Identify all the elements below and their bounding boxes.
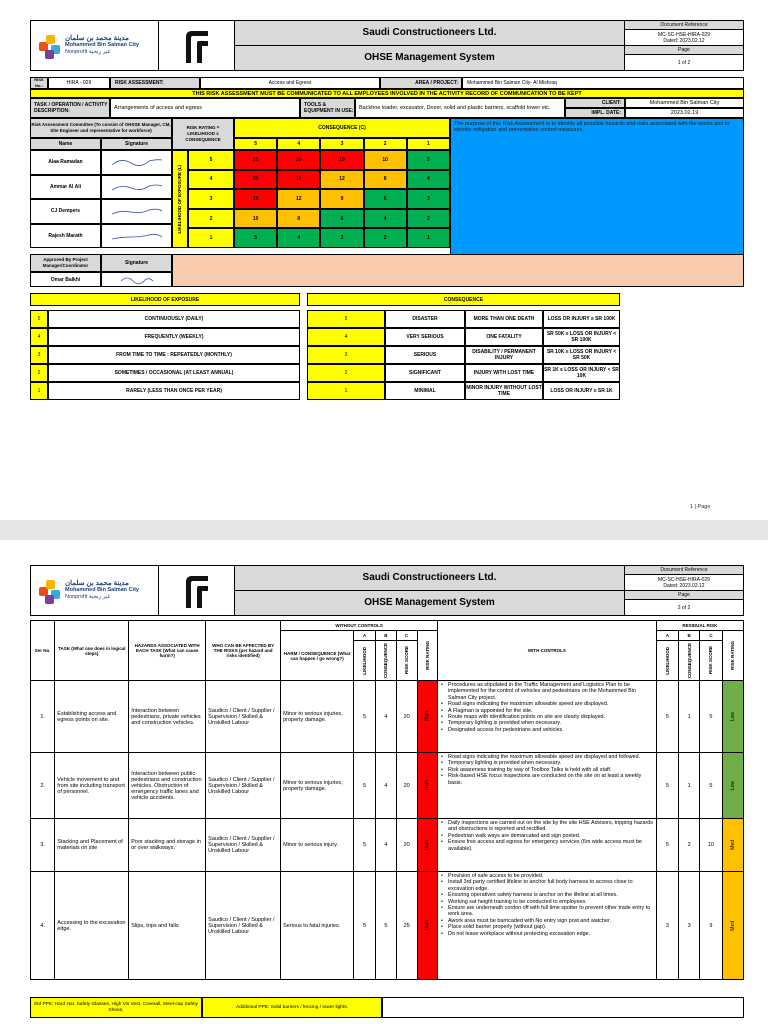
- risk-no-label: RISK No.:: [30, 77, 48, 89]
- control-item: • Road signs indicating the maximum allowable speed are displayed.: [440, 701, 654, 707]
- signature-scribble-icon: [109, 154, 165, 170]
- residual-risk-head: RESIDUAL RISK: [656, 621, 743, 631]
- doc-dated: Dated: 2023.02.12: [663, 582, 705, 589]
- residual-score: 5: [700, 753, 722, 819]
- matrix-cell: 2: [407, 209, 450, 229]
- consequence-loss: LOSS OR INJURY ≤ SR 1K: [543, 382, 620, 400]
- approved-by-label: Approved By Project Manager/Coordinator: [30, 254, 101, 272]
- task-value: Arrangements of access and egress: [110, 98, 300, 118]
- likelihood-value: 5: [354, 819, 376, 872]
- risk-rating: High: [424, 711, 431, 722]
- communication-banner: THIS RISK ASSESSMENT MUST BE COMMUNICATED TO ALL EMPLOYEES INVOLVED IN THE ACTIVITY RECORD OF COMMUNICATION TO BE KEPT: [30, 89, 744, 98]
- control-item: • Risk-based HSE focus inspections are conducted on the site on at least a weekly basis.: [440, 773, 654, 786]
- committee-label: Risk Assessment Committee (To consist of OHSSE Manager, CM, Site Engineer and representative for workforce): [30, 118, 172, 138]
- control-item: • Daily inspections are carried out on the site by the site HSE Advisors, tripping hazards and obstructions is reported and rectified.: [440, 820, 654, 833]
- control-item: • Route maps with identification points on site are clearly displayed.: [440, 714, 654, 720]
- signature-scribble-icon: [117, 274, 157, 286]
- control-item: • Road signs indicating the maximum allowable speed are displayed and followed.: [440, 754, 654, 760]
- sr-no: 2.: [31, 753, 55, 819]
- impl-label: IMPL. DATE:: [565, 108, 625, 118]
- col-a: A: [354, 631, 376, 641]
- likelihood-value: 5: [354, 681, 376, 753]
- hazard-cell: Poor stacking and storage in or over walkways.: [129, 819, 206, 872]
- consequence-head: 5: [234, 138, 277, 150]
- control-item: • Ensure are underneath cordon off with full time spotter to prevent other trade entry to work area.: [440, 905, 654, 918]
- consequence-loss: LOSS OR INJURY ≥ SR 100K: [543, 310, 620, 328]
- residual-likelihood: 3: [656, 872, 678, 980]
- approval-area: [172, 254, 744, 287]
- area-label: AREA / PROJECT:: [380, 77, 462, 89]
- company-symbol-icon: [182, 27, 212, 65]
- risk-score-head: RISK SCORE: [404, 646, 410, 675]
- risk-rating-head: RISK RATING: [424, 641, 430, 670]
- col-b: B: [376, 631, 396, 641]
- matrix-cell: 3: [407, 189, 450, 209]
- logo-line2: Nonprofit غير ربحية: [65, 49, 111, 55]
- member-name: Rajesh Marath: [30, 224, 101, 249]
- system-name: OHSE Management System: [235, 591, 624, 616]
- matrix-cell: 15: [234, 189, 277, 209]
- col-c: C: [396, 631, 417, 641]
- who-cell: Saudico / Client / Supplier / Supervision / Skilled & Unskilled Labour: [206, 753, 281, 819]
- logo-arabic: مدينة محمد بن سلمان: [65, 35, 129, 42]
- matrix-cell: 20: [234, 170, 277, 190]
- sr-head: Ser No.: [31, 621, 55, 681]
- likelihood-level: 1: [30, 382, 48, 400]
- table-row: [31, 681, 744, 753]
- page-count: 1 of 2: [677, 59, 691, 66]
- who-cell: Saudico / Client / Supplier / Supervision / Skilled & Unskilled Labour: [206, 872, 281, 980]
- matrix-cell: 10: [364, 150, 407, 170]
- residual-score-head: RISK SCORE: [708, 646, 714, 675]
- task-cell: Accessing to the excavation edge.: [55, 872, 129, 980]
- logo-line1: Mohammed Bin Salman City: [65, 42, 139, 48]
- member-signature: [101, 224, 172, 249]
- controls-list: [440, 682, 654, 733]
- control-item: • Designated access for pedestrians and vehicles.: [440, 727, 654, 733]
- page-count: 2 of 2: [677, 604, 691, 611]
- member-name: CJ Dempers: [30, 199, 101, 224]
- client-label: CLIENT:: [565, 98, 625, 108]
- logo-arabic: مدينة محمد بن سلمان: [65, 580, 129, 587]
- additional-ppe: Additional PPE: Solid barriers / fencing / tower lights.: [202, 997, 382, 1018]
- consequence-name: SIGNIFICANT: [385, 364, 465, 382]
- controls-list: [440, 873, 654, 937]
- matrix-cell: 1: [407, 228, 450, 248]
- consequence-axis-label: CONSEQUENCE (C): [234, 118, 450, 138]
- residual-likelihood-head: LIKELIHOOD: [664, 646, 670, 675]
- control-item: • Temporary lighting is provided when necessary.: [440, 760, 654, 766]
- task-cell: Vehicle movement to and from site including transport of personnel.: [55, 753, 129, 819]
- hazard-head: HAZARDS ASSOCIATED WITH EACH TASK (What can cause harm?): [129, 621, 206, 681]
- task-label: TASK / OPERATION / ACTIVITY DESCRIPTION:: [30, 98, 110, 118]
- page-label: Page: [625, 591, 743, 600]
- matrix-cell: 10: [234, 209, 277, 229]
- consequence-level: 4: [307, 328, 385, 346]
- doc-ref: MC-SC-HSE-HIRA-029: [658, 31, 710, 38]
- matrix-cell: 5: [407, 150, 450, 170]
- signature-col-head: Signature: [101, 138, 172, 150]
- consequence-head: 2: [364, 138, 407, 150]
- member-name: Alaa Ramadan: [30, 150, 101, 175]
- signature-scribble-icon: [109, 179, 165, 195]
- consequence-value: 4: [376, 753, 396, 819]
- name-col-head: Name: [30, 138, 101, 150]
- likelihood-level: 2: [188, 209, 234, 229]
- hazard-cell: Interaction between public pedestrians and construction vehicles. Obstruction of emergency traffic lanes and vehicle accidents.: [129, 753, 206, 819]
- approver-name: Omar Balkhi: [30, 272, 101, 287]
- matrix-cell: 12: [277, 189, 320, 209]
- company-name: Saudi Constructioneers Ltd.: [235, 566, 624, 591]
- risk-rating: High: [424, 839, 431, 851]
- likelihood-description: SOMETIMES / OCCASIONAL (AT LEAST ANNUAL): [48, 364, 300, 382]
- residual-consequence: 1: [679, 753, 700, 819]
- table-row: [31, 819, 744, 872]
- likelihood-level: 2: [30, 364, 48, 382]
- task-cell: Establishing access and egress points on site.: [55, 681, 129, 753]
- consequence-head: CONSEQUENCE: [383, 642, 389, 679]
- approver-signature: [101, 272, 172, 287]
- member-signature: [101, 150, 172, 175]
- risk-score: 25: [396, 872, 417, 980]
- ra-label: RISK ASSESSMENT:: [110, 77, 200, 89]
- control-item: • Temporary lighting is provided when necessary.: [440, 720, 654, 726]
- residual-consequence: 3: [679, 872, 700, 980]
- control-item: • Ensuring operatives safety harness is anchor on the lifeline at all times.: [440, 892, 654, 898]
- document-header-2: [30, 565, 744, 616]
- control-item: • A Flagman is appointed for the site.: [440, 708, 654, 714]
- doc-dated: Dated: 2023.02.12: [663, 37, 705, 44]
- residual-consequence-head: CONSEQUENCE: [686, 642, 692, 679]
- controls-list: [440, 754, 654, 786]
- control-item: • Procedures as stipulated in the Traffic Management and Logistics Plan to be implemented for the control of vehicles and pedestrians on the Mohammed Bin Salman City project.: [440, 682, 654, 701]
- risk-table: [30, 620, 744, 980]
- harm-cell: Minor to serious injuries, property damage.: [281, 753, 354, 819]
- consequence-loss: SR 1K ≤ LOSS OR INJURY < SR 10K: [543, 364, 620, 382]
- consequence-level: 3: [307, 346, 385, 364]
- control-item: • Install 3rd party certified lifeline to anchor full body harness to access close to excavation edge.: [440, 879, 654, 892]
- ra-value: Access and Egress: [200, 77, 380, 89]
- col-rb: B: [679, 631, 700, 641]
- matrix-cell: 4: [407, 170, 450, 190]
- harm-cell: Minor to serious injuries, property damage.: [281, 681, 354, 753]
- consequence-injury: MINOR INJURY WITHOUT LOST TIME: [465, 382, 543, 400]
- likelihood-description: FROM TIME TO TIME : REPEATEDLY (MONTHLY): [48, 346, 300, 364]
- impl-value: 2023.02.19: [625, 108, 744, 118]
- logo-line1: Mohammed Bin Salman City: [65, 587, 139, 593]
- ppe-blank: [382, 997, 744, 1018]
- consequence-legend-head: CONSEQUENCE: [307, 293, 620, 306]
- consequence-injury: MORE THAN ONE DEATH: [465, 310, 543, 328]
- doc-ref-label: Document Reference: [625, 566, 743, 575]
- likelihood-level: 1: [188, 228, 234, 248]
- harm-cell: Serious to fatal injuries.: [281, 872, 354, 980]
- matrix-cell: 15: [320, 150, 363, 170]
- residual-score: 10: [700, 819, 722, 872]
- matrix-cell: 20: [277, 150, 320, 170]
- consequence-injury: DISABILITY / PERMANENT INJURY: [465, 346, 543, 364]
- logo-mark-icon: [39, 33, 61, 59]
- consequence-head: 1: [407, 138, 450, 150]
- residual-likelihood: 5: [656, 681, 678, 753]
- matrix-cell: 12: [320, 170, 363, 190]
- residual-rating: Low: [729, 711, 736, 722]
- page-2: [0, 540, 768, 1024]
- consequence-head: 3: [320, 138, 363, 150]
- who-head: WHO CAN BE AFFECTED BY THE RISKS (per hazard and risks identified): [206, 621, 281, 681]
- sr-no: 1.: [31, 681, 55, 753]
- control-item: • Ensure free access and egress for emergency services (6m wide access must be available).: [440, 839, 654, 852]
- std-ppe: Std PPE: Hard Hat, Safety Glasses, High Vis Vest, Coverall, Steel-cap Safety Shoes.: [30, 997, 202, 1018]
- consequence-name: SERIOUS: [385, 346, 465, 364]
- residual-likelihood: 5: [656, 753, 678, 819]
- logo-mark-icon: [39, 578, 61, 604]
- signature-scribble-icon: [109, 203, 165, 219]
- control-item: • Working sat height training to be conducted to employees.: [440, 899, 654, 905]
- page-label: Page: [625, 46, 743, 55]
- matrix-cell: 5: [234, 228, 277, 248]
- purpose-statement: The purpose of this Risk Assessment is to identify all possible hazards and risks associated with the works and to identify mitigation and preventative control measures.: [450, 118, 744, 273]
- matrix-cell: 9: [320, 189, 363, 209]
- tools-value: Backhoe loader, excavator, Dozer, solid and plastic barriers, scaffold tower etc.: [355, 98, 565, 118]
- likelihood-description: FREQUENTLY (WEEKLY): [48, 328, 300, 346]
- consequence-name: DISASTER: [385, 310, 465, 328]
- likelihood-level: 4: [188, 170, 234, 190]
- approved-signature-head: Signature: [101, 254, 172, 272]
- col-ra: A: [656, 631, 678, 641]
- matrix-cell: 4: [364, 209, 407, 229]
- likelihood-description: CONTINUOUSLY (DAILY): [48, 310, 300, 328]
- matrix-cell: 2: [364, 228, 407, 248]
- consequence-head: 4: [277, 138, 320, 150]
- consequence-name: MINIMAL: [385, 382, 465, 400]
- control-item: • Pedestrian walk ways are demarcated and sign posted.: [440, 833, 654, 839]
- document-header: [30, 20, 744, 71]
- risk-score: 20: [396, 681, 417, 753]
- likelihood-level: 3: [30, 346, 48, 364]
- matrix-cell: 16: [277, 170, 320, 190]
- control-item: • Risk awareness training by way of Toolbox Talks is held with all staff.: [440, 767, 654, 773]
- task-head: TASK (What one does in logical steps): [55, 621, 129, 681]
- consequence-name: VERY SERIOUS: [385, 328, 465, 346]
- matrix-cell: 4: [277, 228, 320, 248]
- risk-rating: High: [424, 780, 431, 791]
- residual-consequence: 2: [679, 819, 700, 872]
- consequence-value: 5: [376, 872, 396, 980]
- risk-no: HIRA - 029: [48, 77, 110, 89]
- residual-rating-head: RISK RATING: [730, 641, 736, 670]
- risk-rating: High: [424, 920, 431, 931]
- residual-consequence: 1: [679, 681, 700, 753]
- client-value: Mohammed Bin Salman City: [625, 98, 744, 108]
- without-controls-head: WITHOUT CONTROLS: [281, 621, 438, 631]
- member-signature: [101, 175, 172, 200]
- doc-ref-label: Document Reference: [625, 21, 743, 30]
- mbs-city-logo-2: [31, 566, 159, 615]
- risk-score: 20: [396, 753, 417, 819]
- control-item: • Awork area must be barricaded with No entry sign post and watcher.: [440, 918, 654, 924]
- member-name: Ammar Al Ali: [30, 175, 101, 200]
- system-name: OHSE Management System: [235, 46, 624, 71]
- area-value: Mohammed Bin Salman City- Al Mishraq: [462, 77, 744, 89]
- residual-score: 5: [700, 681, 722, 753]
- matrix-cell: 3: [320, 228, 363, 248]
- hazard-cell: Slips, trips and falls: [129, 872, 206, 980]
- company-symbol: [159, 566, 235, 615]
- residual-rating: Med: [729, 840, 736, 850]
- consequence-loss: SR 10K ≤ LOSS OR INJURY < SR 50K: [543, 346, 620, 364]
- likelihood-level: 5: [30, 310, 48, 328]
- who-cell: Saudico / Client / Supplier / Supervision / Skilled & Unskilled Labour: [206, 681, 281, 753]
- tools-label: TOOLS & EQUIPMENT IN USE:: [300, 98, 355, 118]
- consequence-level: 5: [307, 310, 385, 328]
- likelihood-level: 5: [188, 150, 234, 170]
- likelihood-description: RARELY (LESS THAN ONCE PER YEAR): [48, 382, 300, 400]
- matrix-cell: 6: [320, 209, 363, 229]
- rating-formula: RISK RATING = LIKELIHOOD x CONSEQUENCE: [172, 118, 234, 150]
- matrix-cell: 25: [234, 150, 277, 170]
- table-row: [31, 753, 744, 819]
- likelihood-value: 5: [354, 872, 376, 980]
- sr-no: 4.: [31, 872, 55, 980]
- likelihood-legend-head: LIKELIHOOD OF EXPOSURE: [30, 293, 300, 306]
- col-rc: C: [700, 631, 722, 641]
- company-name: Saudi Constructioneers Ltd.: [235, 21, 624, 46]
- control-item: • Place solid barrier properly (without gap).: [440, 924, 654, 930]
- matrix-cell: 8: [364, 170, 407, 190]
- with-controls-head: WITH CONTROLS: [438, 621, 657, 681]
- consequence-level: 1: [307, 382, 385, 400]
- control-item: • Provision of safe access to be provided.: [440, 873, 654, 879]
- consequence-loss: SR 50K ≤ LOSS OR INJURY < SR 100K: [543, 328, 620, 346]
- who-cell: Saudico / Client / Supplier / Supervision / Skilled & Unskilled Labour: [206, 819, 281, 872]
- consequence-value: 4: [376, 681, 396, 753]
- table-row: [31, 872, 744, 980]
- hazard-cell: Interaction between pedestrians, private vehicles and construction vehicles.: [129, 681, 206, 753]
- likelihood-value: 5: [354, 753, 376, 819]
- task-cell: Stacking and Placement of materials on site: [55, 819, 129, 872]
- consequence-value: 4: [376, 819, 396, 872]
- likelihood-head: LIKELIHOOD: [362, 646, 368, 675]
- member-signature: [101, 199, 172, 224]
- company-symbol-icon: [182, 572, 212, 610]
- likelihood-axis-label: LIKELIHOOD OF EXPOSURE (L): [172, 150, 188, 248]
- likelihood-level: 3: [188, 189, 234, 209]
- residual-score: 9: [700, 872, 722, 980]
- risk-score: 20: [396, 819, 417, 872]
- residual-rating: Low: [729, 780, 736, 791]
- likelihood-level: 4: [30, 328, 48, 346]
- sr-no: 3.: [31, 819, 55, 872]
- signature-scribble-icon: [109, 228, 165, 244]
- harm-head: HARM / CONSEQUENCE (What can happen / go wrong?): [281, 631, 354, 681]
- control-item: • Do not leave workplace without protecting excavation edge.: [440, 931, 654, 937]
- doc-ref: MC-SC-HSE-HIRA-029: [658, 576, 710, 583]
- controls-list: [440, 820, 654, 852]
- page-footer: 1 | Page: [690, 504, 711, 510]
- matrix-cell: 6: [364, 189, 407, 209]
- consequence-injury: INJURY WITH LOST TIME: [465, 364, 543, 382]
- residual-likelihood: 5: [656, 819, 678, 872]
- residual-rating: Med: [729, 920, 736, 931]
- consequence-level: 2: [307, 364, 385, 382]
- mbs-city-logo: [31, 21, 159, 70]
- matrix-cell: 8: [277, 209, 320, 229]
- company-symbol: [159, 21, 235, 70]
- consequence-injury: ONE FATALITY: [465, 328, 543, 346]
- logo-line2: Nonprofit غير ربحية: [65, 594, 111, 600]
- harm-cell: Minor to serious injury.: [281, 819, 354, 872]
